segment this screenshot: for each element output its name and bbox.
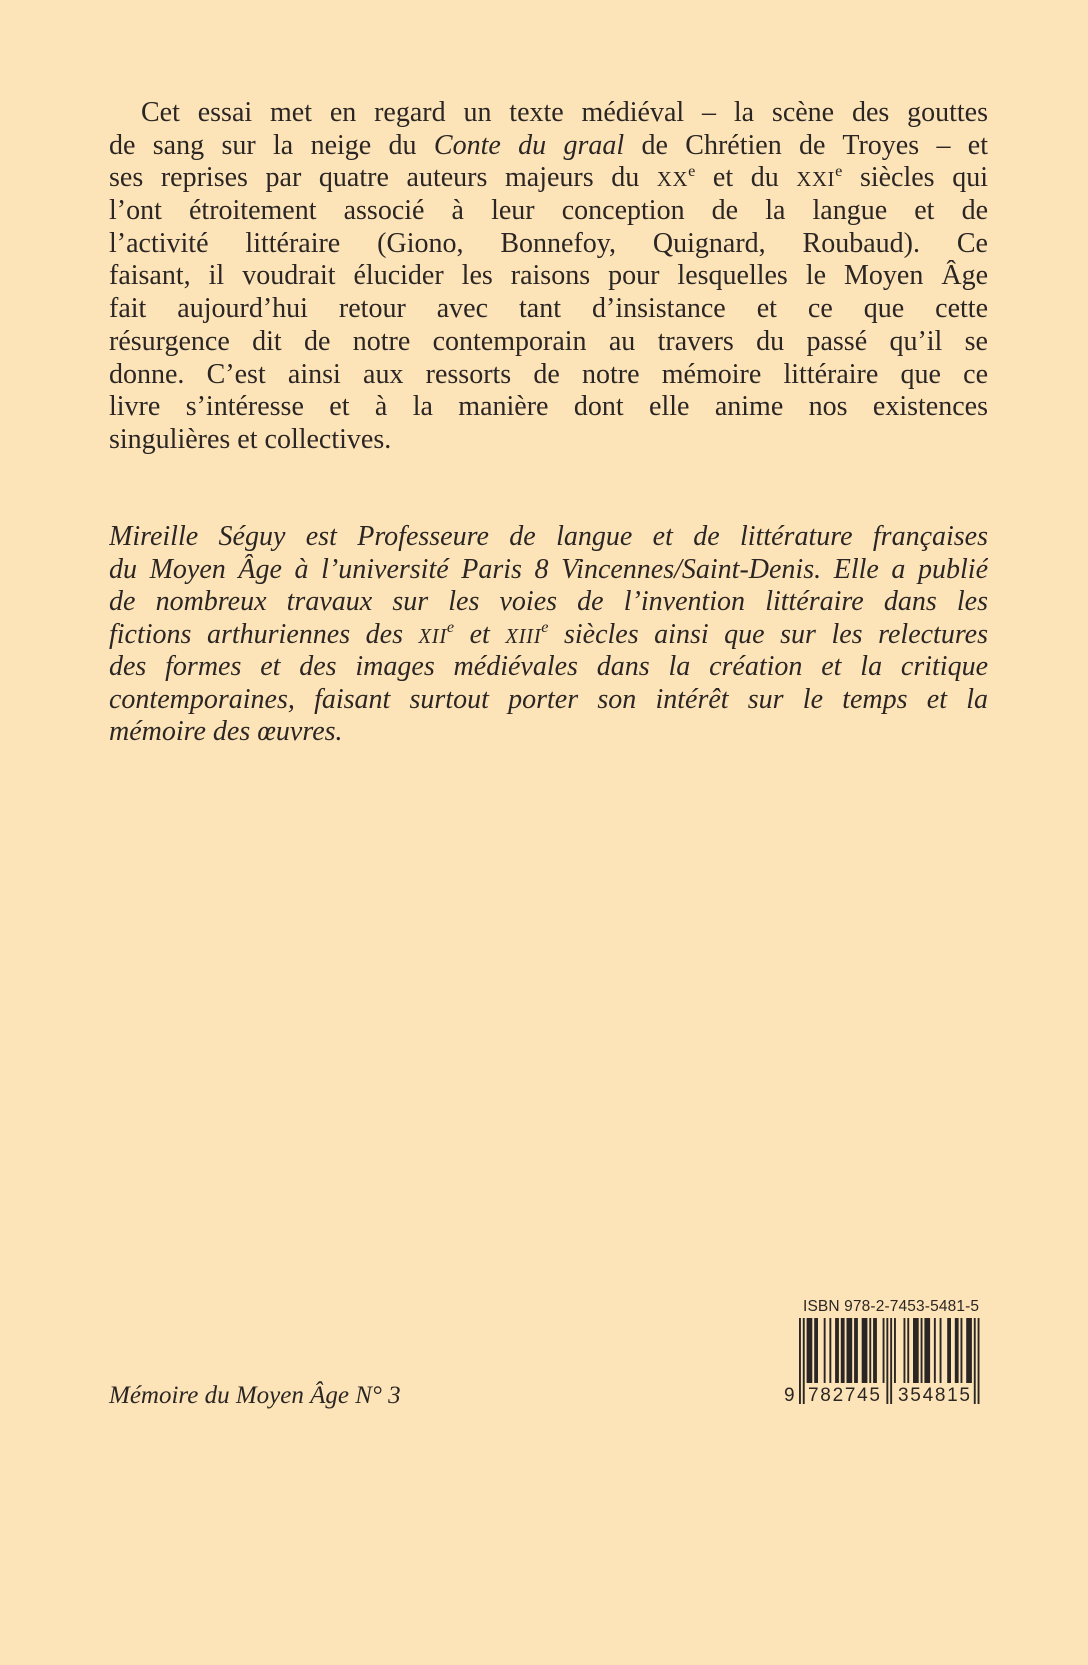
barcode-bar bbox=[940, 1318, 942, 1383]
text-run: résurgence dit de notre contemporain au travers du passé qu’il se bbox=[109, 325, 988, 357]
text-run: et bbox=[454, 618, 506, 650]
text-run: contemporaines, faisant surtout porter son intérêt sur le temps et la bbox=[109, 683, 988, 715]
barcode-bar bbox=[869, 1318, 871, 1383]
text-run: l’ont étroitement associé à leur conception de la langue et de bbox=[109, 195, 988, 227]
summary-line bbox=[109, 359, 988, 392]
summary-line bbox=[109, 326, 988, 359]
summary-line bbox=[109, 97, 988, 130]
barcode-first-digit: 9 bbox=[784, 1385, 795, 1406]
barcode-bar bbox=[854, 1318, 858, 1383]
barcode-bar bbox=[966, 1318, 972, 1383]
author-bio-line bbox=[109, 684, 988, 717]
barcode-bar bbox=[862, 1318, 868, 1383]
text-run: siècles qui bbox=[842, 162, 988, 194]
text-run: ses reprises par quatre auteurs majeurs du bbox=[109, 162, 657, 194]
ordinal-superscript: e bbox=[541, 618, 549, 637]
ordinal-superscript: e bbox=[688, 162, 696, 181]
summary-line bbox=[109, 293, 988, 326]
barcode-bar bbox=[886, 1318, 888, 1404]
text-run: de nombreux travaux sur les voies de l’invention littéraire dans les bbox=[109, 586, 988, 617]
barcode-bar bbox=[904, 1318, 906, 1383]
text-run: fictions arthuriennes des bbox=[109, 618, 419, 650]
text-run: faisant, il voudrait élucider les raisons pour lesquelles le Moyen Âge bbox=[109, 260, 988, 292]
author-bio-line bbox=[109, 651, 988, 684]
barcode-bar bbox=[835, 1318, 839, 1383]
barcode-bar bbox=[873, 1318, 877, 1383]
text-run: et du bbox=[695, 162, 797, 194]
barcode-bar bbox=[883, 1318, 885, 1383]
barcode-left-digits: 782745 bbox=[808, 1385, 880, 1406]
text-run: fait aujourd’hui retour avec tant d’insistance et ce que cette bbox=[109, 293, 988, 325]
barcode-bar bbox=[934, 1318, 936, 1383]
author-bio-line bbox=[109, 554, 988, 587]
barcode-bar bbox=[890, 1318, 892, 1404]
text-run: livre s’intéresse et à la manière dont elle anime nos existences bbox=[109, 391, 988, 423]
text-run: de Chrétien de Troyes – et bbox=[624, 129, 988, 161]
barcode-bar bbox=[974, 1318, 976, 1404]
author-bio-paragraph bbox=[109, 521, 988, 749]
barcode-bar bbox=[947, 1318, 951, 1383]
barcode-bar bbox=[921, 1318, 923, 1383]
author-bio-line bbox=[109, 716, 988, 749]
century-numeral: XXI bbox=[796, 169, 836, 192]
barcode-bar bbox=[955, 1318, 959, 1383]
barcode-bar bbox=[961, 1318, 963, 1383]
summary-line bbox=[109, 260, 988, 293]
author-bio-line bbox=[109, 619, 988, 652]
barcode-bar bbox=[841, 1318, 845, 1383]
author-bio-line bbox=[109, 586, 988, 619]
summary-line bbox=[109, 228, 988, 261]
text-run: des formes et des images médiévales dans la création et la critique bbox=[109, 651, 988, 682]
barcode-bar bbox=[924, 1318, 930, 1383]
work-title: Conte du graal bbox=[433, 129, 625, 161]
text-run: l’activité littéraire (Giono, Bonnefoy, Quignard, Roubaud). Ce bbox=[109, 227, 988, 259]
summary-paragraph bbox=[109, 97, 988, 457]
barcode-bar bbox=[799, 1318, 801, 1404]
ordinal-superscript: e bbox=[446, 618, 455, 637]
barcode-bar bbox=[807, 1318, 813, 1383]
text-run: mémoire des œuvres. bbox=[109, 716, 343, 747]
text-run: singulières et collectives. bbox=[109, 423, 392, 455]
barcode-bar bbox=[829, 1318, 831, 1383]
author-bio-line bbox=[109, 521, 988, 554]
barcode-bar bbox=[847, 1318, 853, 1383]
century-numeral: XII bbox=[418, 625, 447, 648]
century-numeral: XIII bbox=[505, 625, 542, 648]
barcode-bar bbox=[824, 1318, 826, 1383]
isbn-barcode bbox=[780, 1290, 985, 1410]
summary-line bbox=[109, 162, 988, 195]
barcode-bar bbox=[803, 1318, 805, 1404]
text-run: du Moyen Âge à l’université Paris 8 Vincennes/Saint-Denis. Elle a publié bbox=[109, 553, 988, 585]
barcode-bar bbox=[894, 1318, 896, 1383]
text-run: Mireille Séguy est Professeure de langue et de littérature françaises bbox=[109, 521, 988, 552]
barcode-bar bbox=[814, 1318, 818, 1383]
isbn-label: ISBN 978-2-7453-5481-5 bbox=[803, 1298, 979, 1315]
summary-line bbox=[109, 424, 988, 457]
barcode-bar bbox=[913, 1318, 919, 1383]
summary-line bbox=[109, 130, 988, 163]
series-title: Mémoire du Moyen Âge N° 3 bbox=[109, 1382, 401, 1409]
barcode-bar bbox=[978, 1318, 980, 1404]
text-run: de sang sur la neige du bbox=[109, 129, 434, 161]
text-run: siècles ainsi que sur les relectures bbox=[548, 618, 988, 650]
text-run: Cet essai met en regard un texte médiéval – la scène des gouttes bbox=[141, 97, 988, 128]
ordinal-superscript: e bbox=[835, 162, 843, 181]
summary-line bbox=[109, 391, 988, 424]
barcode-bar bbox=[907, 1318, 909, 1383]
century-numeral: XX bbox=[656, 169, 689, 192]
text-run: donne. C’est ainsi aux ressorts de notre mémoire littéraire que ce bbox=[109, 358, 988, 390]
summary-line bbox=[109, 195, 988, 228]
barcode-right-digits: 354815 bbox=[898, 1385, 970, 1406]
